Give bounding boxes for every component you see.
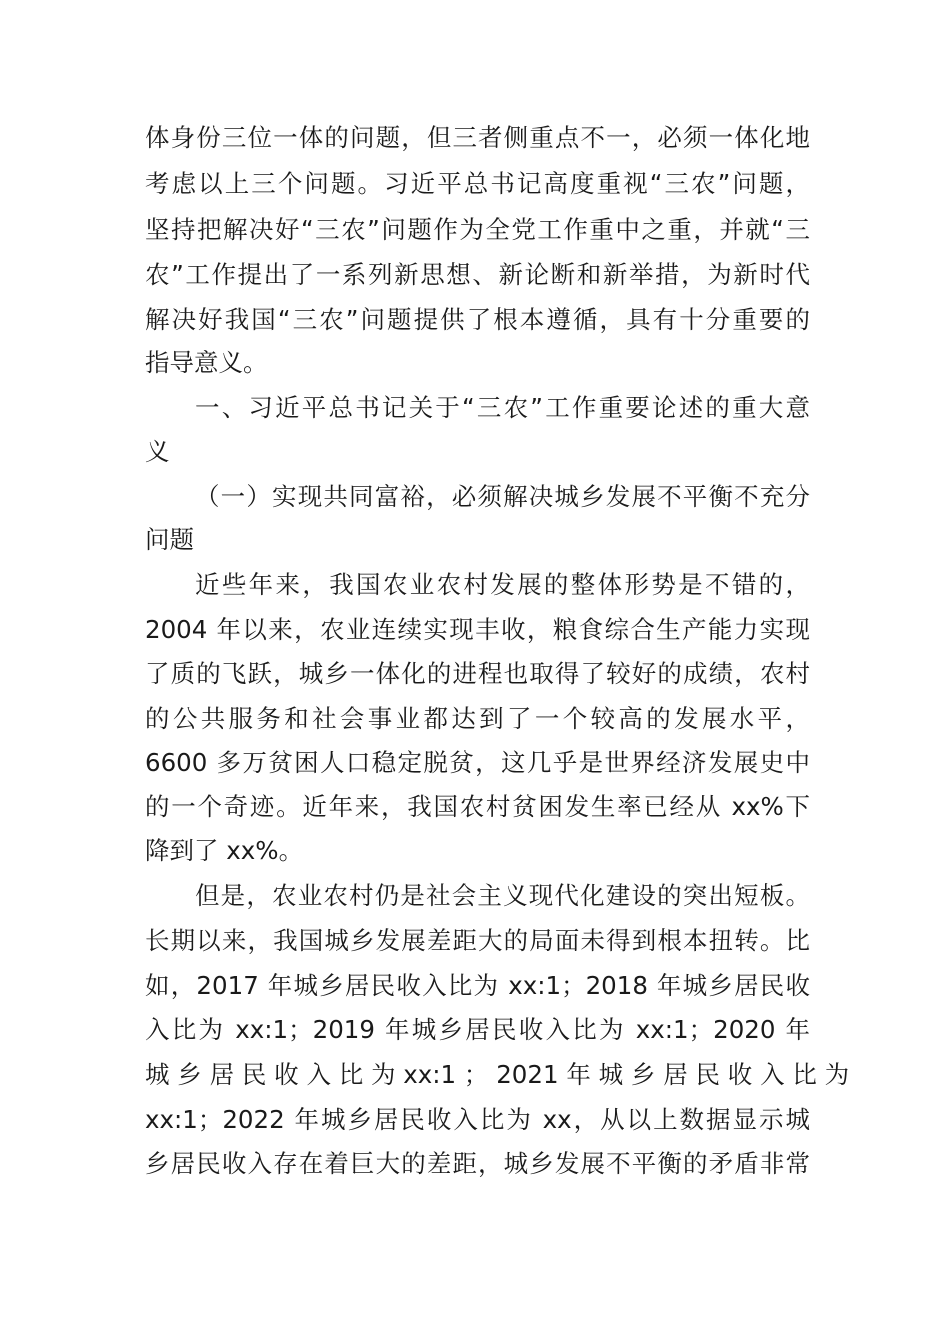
text-line: 乡居民收入存在着巨大的差距，城乡发展不平衡的矛盾非常 bbox=[145, 1149, 810, 1178]
text-line: 指导意义。 bbox=[145, 348, 268, 377]
text-line: 6600 多万贫困人口稳定脱贫，这几乎是世界经济发展史中 bbox=[145, 748, 810, 777]
text-line: 考虑以上三个问题。习近平总书记高度重视“三农”问题， bbox=[145, 169, 810, 198]
text-line: 城 乡 居 民 收 入 比 为 xx:1 ； 2021 年 城 乡 居 民 收 入 比 为 bbox=[145, 1060, 850, 1089]
text-line: 入比为 xx:1；2019 年城乡居民收入比为 xx:1；2020 年 bbox=[145, 1015, 810, 1044]
text-line: 2004 年以来，农业连续实现丰收，粮食综合生产能力实现 bbox=[145, 615, 810, 644]
text-line: 如，2017 年城乡居民收入比为 xx:1；2018 年城乡居民收 bbox=[145, 971, 810, 1000]
section-heading: 一、习近平总书记关于“三农”工作重要论述的重大意 bbox=[195, 393, 810, 422]
text-line: 农”工作提出了一系列新思想、新论断和新举措，为新时代 bbox=[145, 260, 810, 289]
text-line: 长期以来，我国城乡发展差距大的局面未得到根本扭转。比 bbox=[145, 926, 810, 955]
text-line: 的公共服务和社会事业都达到了一个较高的发展水平， bbox=[145, 704, 810, 733]
text-line: 的一个奇迹。近年来，我国农村贫困发生率已经从 xx%下 bbox=[145, 792, 810, 821]
subsection-heading-continuation: 问题 bbox=[145, 525, 194, 554]
text-line: 了质的飞跃，城乡一体化的进程也取得了较好的成绩，农村 bbox=[145, 659, 810, 688]
text-line: 坚持把解决好“三农”问题作为全党工作重中之重，并就“三 bbox=[145, 215, 810, 244]
text-line: 但是，农业农村仍是社会主义现代化建设的突出短板。 bbox=[195, 881, 810, 910]
text-line: 降到了 xx%。 bbox=[145, 836, 304, 865]
text-line: 体身份三位一体的问题，但三者侧重点不一，必须一体化地 bbox=[145, 123, 810, 152]
section-heading-continuation: 义 bbox=[145, 437, 170, 466]
text-line: xx:1；2022 年城乡居民收入比为 xx，从以上数据显示城 bbox=[145, 1105, 810, 1134]
subsection-heading: （一）实现共同富裕，必须解决城乡发展不平衡不充分 bbox=[195, 482, 810, 511]
text-line: 解决好我国“三农”问题提供了根本遵循，具有十分重要的 bbox=[145, 305, 810, 334]
text-line: 近些年来，我国农业农村发展的整体形势是不错的， bbox=[195, 570, 810, 599]
